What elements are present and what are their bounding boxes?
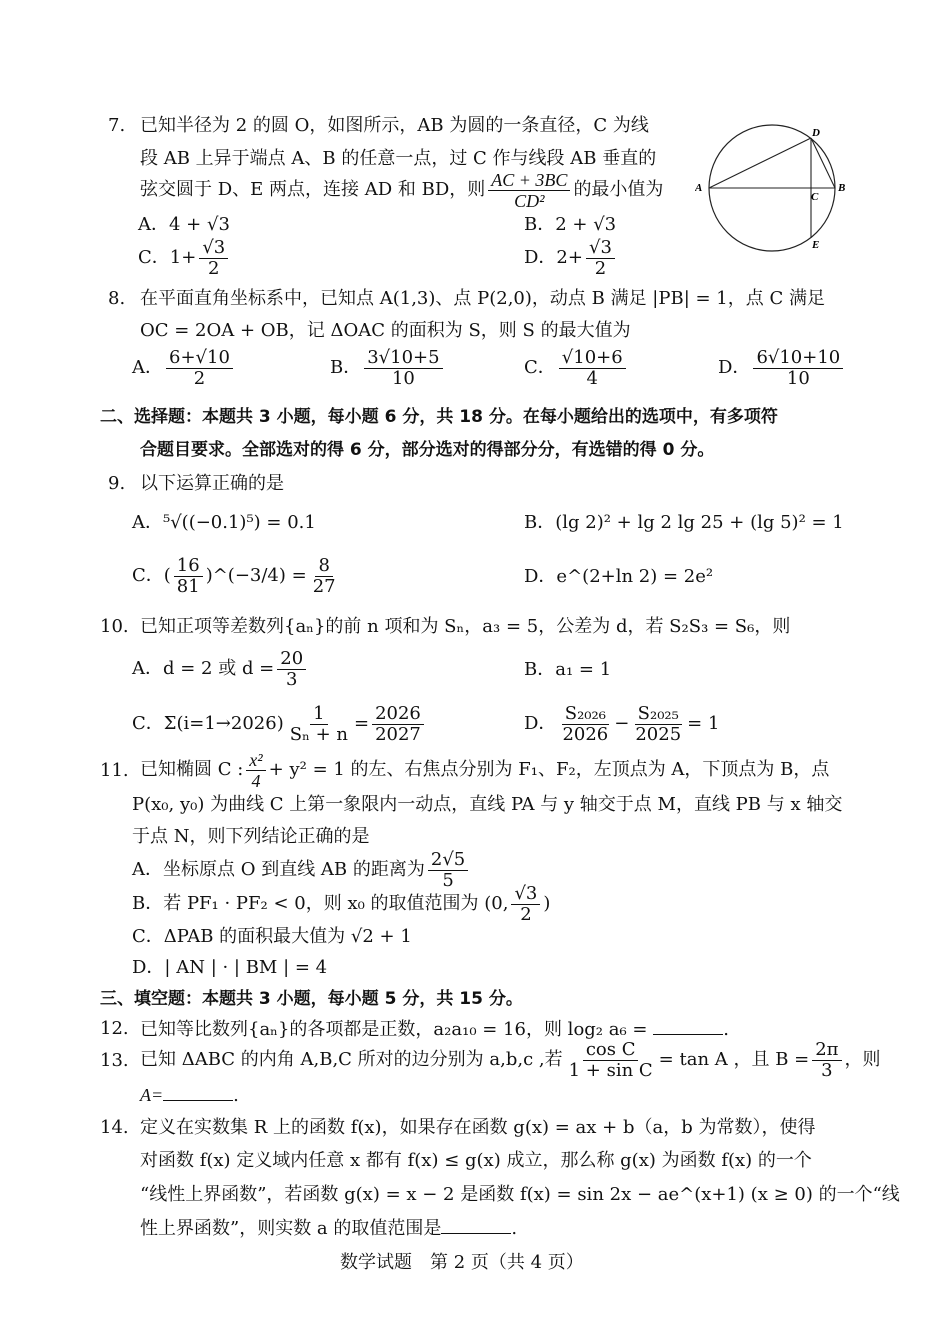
q10-option-c: [132, 700, 427, 748]
q13-end: .: [233, 1085, 239, 1106]
label-d: D: [812, 127, 820, 139]
q8-d-pre: D．: [718, 357, 751, 378]
q7-option-d-frac: [586, 238, 615, 279]
q13-num2: 2π: [812, 1040, 841, 1061]
q9-c-rnum: 8: [315, 556, 332, 577]
q10-d-n2: S₂₀₂₅: [635, 704, 682, 725]
q10-d-mid: −: [614, 713, 630, 734]
q7-option-c-frac: [199, 238, 228, 279]
q7-line3-b: 的最小值为: [573, 179, 664, 200]
q13-post: ，则: [844, 1049, 881, 1070]
q9-stem: 以下运算正确的是: [140, 473, 284, 494]
q8-d-den: 10: [786, 367, 810, 389]
q10-d-frac2: [632, 704, 684, 745]
q11-line1: [140, 746, 829, 794]
q11-ellipse-frac: [246, 750, 265, 791]
q12-number: 12.: [100, 1018, 129, 1039]
q10-option-d: [524, 700, 719, 748]
q8-option-d: [718, 344, 846, 392]
q7-d-den: 2: [594, 257, 607, 279]
q11-line2: P(x₀, y₀) 为曲线 C 上第一象限内一动点，直线 PA 与 y 轴交于点 M，直线 PB 与 x 轴交: [132, 794, 843, 815]
q8-d-num: 6√10+10: [753, 348, 843, 369]
q10-a-den: 3: [286, 668, 298, 690]
q13-den2: 3: [821, 1059, 833, 1081]
q10-c-pre: C．Σ(i=1→2026): [132, 713, 284, 734]
q10-c-frac: [287, 704, 351, 745]
q14-line2: 对函数 f(x) 定义域内任意 x 都有 f(x) ≤ g(x) 成立，那么称 g(x) 为函数 f(x) 的一个: [140, 1150, 812, 1171]
q8-a-pre: A．: [132, 357, 163, 378]
q7-c-num: √3: [199, 238, 228, 259]
q7-line2: 段 AB 上异于端点 A、B 的任意一点，过 C 作与线段 AB 垂直的: [140, 148, 657, 169]
q8-option-b: [330, 344, 446, 392]
q10-c-eq: =: [353, 713, 370, 734]
section-2-instruction: 合题目要求。全部选对的得 6 分，部分选对的得部分分，有选错的得 0 分。: [140, 440, 715, 460]
q7-circle-figure: [695, 120, 865, 260]
q11-b-den: 2: [520, 903, 532, 925]
q13-num1: cos C: [583, 1040, 639, 1061]
q8-d-frac: [753, 348, 843, 389]
label-e: E: [812, 239, 820, 251]
q10-d-d1: 2026: [562, 723, 609, 745]
q9-c-num: 16: [174, 556, 203, 577]
q11-b-post: ): [543, 893, 551, 914]
q13-den1: 1 + sin C: [568, 1059, 653, 1081]
segment-ad: [709, 138, 811, 188]
q11-line3: 于点 N，则下列结论正确的是: [132, 826, 370, 847]
q8-b-pre: B．: [330, 357, 362, 378]
q7-option-a: A．4 + √3: [138, 214, 230, 235]
q14-line3: “线性上界函数”，若函数 g(x) = x − 2 是函数 f(x) = sin 2x − ae^(x+1) (x ≥ 0) 的一个“线: [140, 1184, 900, 1205]
section-2-heading: 二、选择题：本题共 3 小题，每小题 6 分，共 18 分。在每小题给出的选项中，有多项符: [100, 407, 778, 427]
q10-c-rnum: 2026: [372, 704, 424, 725]
q13-a-label: A=: [140, 1085, 164, 1105]
q9-c-post: )^(−3/4) =: [205, 565, 307, 586]
q14-stem-end: 性上界函数”，则实数 a 的取值范围是: [140, 1218, 442, 1239]
q7-line1: 已知半径为 2 的圆 O，如图所示，AB 为圆的一条直径，C 为线: [140, 115, 649, 136]
q14-number: 14.: [100, 1117, 129, 1138]
q8-option-a: [132, 344, 236, 392]
q13-pre: 已知 ΔABC 的内角 A,B,C 所对的边分别为 a,b,c ,若: [140, 1049, 563, 1070]
section-3-heading: 三、填空题：本题共 3 小题，每小题 5 分，共 15 分。: [100, 989, 523, 1009]
q8-b-num: 3√10+5: [364, 348, 442, 369]
q10-a-frac: [277, 649, 306, 690]
q9-option-c: [132, 552, 342, 600]
q7-option-d-pre: D．2+: [524, 247, 583, 268]
q13-mid: = tan A ，且 B =: [658, 1049, 810, 1070]
segment-bd: [811, 138, 835, 188]
q14-answer-blank[interactable]: [441, 1215, 511, 1234]
q8-b-den: 10: [391, 367, 415, 389]
page-footer: 数学试题 第 2 页（共 4 页）: [340, 1252, 584, 1273]
q7-frac-den: CD²: [514, 190, 545, 211]
q8-option-c: [524, 344, 629, 392]
q8-line2: OC = 2OA + OB，记 ΔOAC 的面积为 S，则 S 的最大值为: [140, 320, 631, 341]
q7-frac-num: AC + 3BC: [488, 170, 570, 191]
q11-option-c: C．ΔPAB 的面积最大值为 √2 + 1: [132, 926, 412, 947]
q9-c-rden: 27: [312, 575, 336, 597]
q13-frac2: [812, 1040, 841, 1081]
q11-b-frac: [511, 884, 540, 925]
q10-c-rden: 2027: [375, 723, 421, 745]
q10-d-d2: 2025: [635, 723, 682, 745]
q9-number: 9.: [108, 473, 126, 494]
label-a: A: [695, 182, 703, 194]
q11-b-num: √3: [511, 884, 540, 905]
q10-c-result: [372, 704, 424, 745]
q7-line3: [140, 166, 663, 214]
q10-number: 10.: [100, 616, 129, 637]
q8-b-frac: [364, 348, 442, 389]
q7-number: 7.: [108, 115, 126, 136]
q14-line4: [140, 1215, 517, 1242]
q9-c-frac: [174, 556, 203, 597]
q8-c-den: 4: [586, 367, 598, 389]
q9-option-a: A．⁵√((−0.1)⁵) = 0.1: [132, 512, 316, 533]
q11-l1a: 已知椭圆 C :: [140, 759, 244, 780]
q13-answer-blank[interactable]: [163, 1082, 233, 1101]
q7-c-den: 2: [208, 257, 220, 279]
q11-a-den: 5: [442, 869, 454, 891]
q8-a-den: 2: [193, 367, 206, 389]
q14-line1: 定义在实数集 R 上的函数 f(x)，如果存在函数 g(x) = ax + b（a，b 为常数），使得: [140, 1117, 816, 1138]
q8-a-frac: [166, 348, 233, 389]
q13-frac1: [566, 1040, 656, 1081]
q10-a-pre: A．d = 2 或 d =: [132, 658, 275, 679]
q8-c-frac: [559, 348, 626, 389]
q8-a-num: 6+√10: [166, 348, 233, 369]
q13-number: 13.: [100, 1050, 129, 1071]
q7-option-c: [138, 234, 231, 282]
q11-b-pre: B．若 PF₁ · PF₂ < 0，则 x₀ 的取值范围为 (0,: [132, 893, 509, 914]
q9-option-d: D．e^(2+ln 2) = 2e²: [524, 566, 714, 587]
q11-option-d: D．| AN | · | BM | = 4: [132, 957, 328, 978]
label-c: C: [811, 191, 819, 203]
q9-c-result: [310, 556, 339, 597]
label-b: B: [838, 182, 846, 194]
q10-option-b: B．a₁ = 1: [524, 659, 612, 680]
q9-c-den: 81: [176, 575, 200, 597]
q8-number: 8.: [108, 288, 126, 309]
q13-line2: [140, 1082, 239, 1109]
q14-end: .: [511, 1218, 518, 1239]
q11-l1-num: x²: [246, 750, 265, 771]
q12-end: .: [723, 1019, 729, 1040]
q10-c-den: Sₙ + n: [289, 723, 348, 745]
q8-c-pre: C．: [524, 357, 556, 378]
q11-option-b: [132, 880, 550, 928]
q7-fraction: [488, 170, 570, 211]
q7-option-b: B．2 + √3: [524, 214, 617, 235]
q7-d-num: √3: [586, 238, 615, 259]
q9-option-b: B．(lg 2)² + lg 2 lg 25 + (lg 5)² = 1: [524, 512, 844, 533]
q13-line1: [140, 1036, 881, 1084]
q10-d-pre: D．: [524, 713, 557, 734]
q9-c-pre: C．(: [132, 565, 171, 586]
q11-number: 11.: [100, 760, 129, 781]
q10-c-num: 1: [310, 704, 327, 725]
q10-d-n1: S₂₀₂₆: [562, 704, 609, 725]
q7-option-d: [524, 234, 618, 282]
q7-option-c-pre: C．1+: [138, 247, 197, 268]
q11-a-pre: A．坐标原点 O 到直线 AB 的距离为: [132, 859, 425, 880]
q11-a-num: 2√5: [428, 850, 468, 871]
q12-answer-blank[interactable]: [653, 1016, 723, 1035]
q10-option-a: [132, 645, 309, 693]
q11-l1b: + y² = 1 的左、右焦点分别为 F₁、F₂，左顶点为 A，下顶点为 B，点: [268, 759, 830, 780]
q10-stem: 已知正项等差数列{aₙ}的前 n 项和为 Sₙ，a₃ = 5，公差为 d，若 S₂S₃ = S₆，则: [140, 616, 791, 637]
q10-d-post: = 1: [687, 713, 720, 734]
q8-c-num: √10+6: [559, 348, 626, 369]
q10-a-num: 20: [277, 649, 306, 670]
q8-line1: 在平面直角坐标系中，已知点 A(1,3)、点 P(2,0)，动点 B 满足 |PB| = 1，点 C 满足: [140, 288, 825, 309]
q10-d-frac1: [559, 704, 611, 745]
q11-l1-den: 4: [251, 770, 261, 791]
q12-stem: 已知等比数列{aₙ}的各项都是正数，a₂a₁₀ = 16，则 log₂ a₆ =: [140, 1019, 648, 1040]
q7-line3-a: 弦交圆于 D、E 两点，连接 AD 和 BD，则: [140, 179, 486, 200]
